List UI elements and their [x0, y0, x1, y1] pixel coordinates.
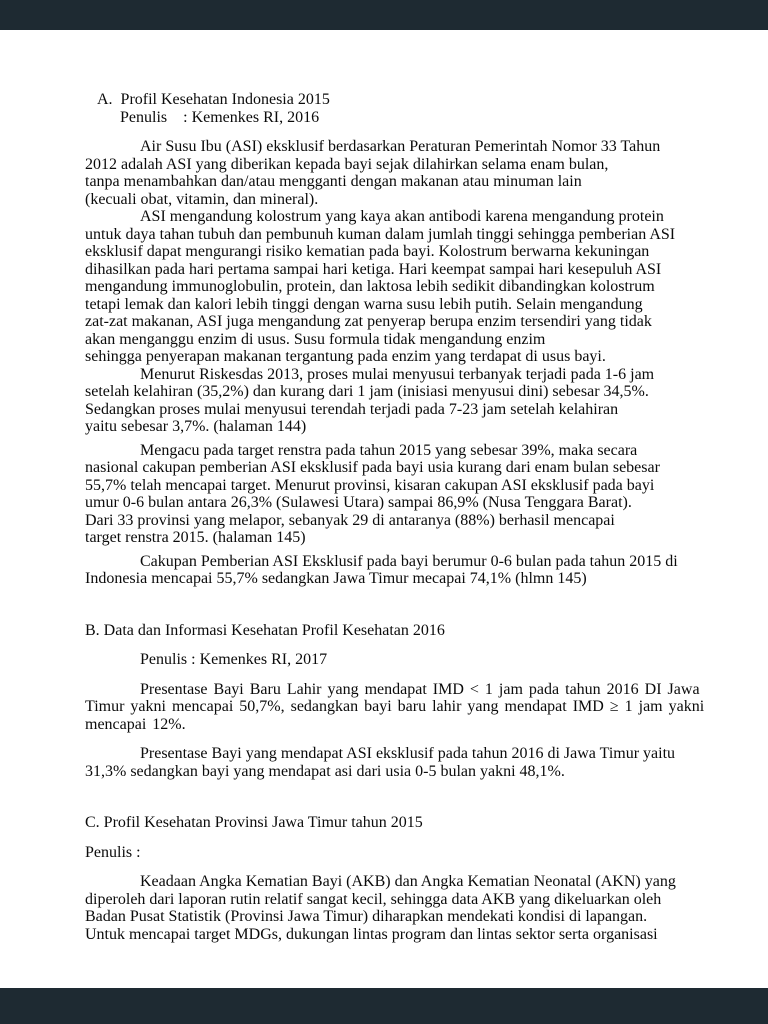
text-line: Dari 33 provinsi yang melapor, sebanyak 29 di antaranya (88%) berhasil mencapai — [85, 511, 615, 529]
text-line: Indonesia mencapai 55,7% sedangkan Jawa Timur mecapai 74,1% (hlmn 145) — [85, 570, 587, 587]
text-line: Untuk mencapai target MDGs, dukungan lintas program dan lintas sektor serta organisasi — [85, 925, 658, 943]
text-line: yaitu sebesar 3,7%. (halaman 144) — [85, 418, 307, 435]
text-line: Sedangkan proses mulai menyusui terendah terjadi pada 7-23 jam setelah kelahiran — [85, 400, 619, 418]
text-line: Presentase Bayi yang mendapat ASI eksklusif pada tahun 2016 di Jawa Timur yaitu — [140, 745, 676, 762]
text-line: zat-zat makanan, ASI juga mengandung zat penyerap berupa enzim tersendiri yang tidak — [85, 313, 652, 330]
text-line: target renstra 2015. (halaman 145) — [85, 529, 306, 546]
text-line: tetapi lemak dan kalori lebih tinggi dengan warna susu lebih putih. Selain mengandung — [85, 295, 643, 313]
text-line: eksklusif dapat mengurangi risiko kematian pada bayi. Kolostrum berwarna kekuningan — [85, 243, 650, 260]
text-line: Keadaan Angka Kematian Bayi (AKB) dan Angka Kematian Neonatal (AKN) yang — [140, 873, 676, 890]
paragraph — [85, 745, 745, 780]
text-line: A. Profil Kesehatan Indonesia 2015 — [97, 91, 330, 108]
text-line: Mengacu pada target renstra pada tahun 2015 yang sebesar 39%, maka secara — [140, 441, 638, 459]
text-line: Presentase Bayi Baru Lahir yang mendapat IMD < 1 jam pada tahun 2016 DI Jawa — [140, 680, 700, 698]
text-line: dihasilkan pada hari pertama sampai hari ketiga. Hari keempat sampai hari kesepuluh ASI — [85, 260, 662, 278]
text-line: diperoleh dari laporan rutin relatif sangat kecil, sehingga data AKB yang dikeluarkan oleh — [85, 890, 662, 908]
section-heading — [85, 622, 745, 640]
paragraph — [85, 442, 745, 547]
text-line: B. Data dan Informasi Kesehatan Profil Kesehatan 2016 — [85, 621, 445, 639]
section-heading — [85, 814, 745, 832]
text-line: nasional cakupan pemberian ASI eksklusif pada bayi usia kurang dari enam bulan sebesar — [85, 459, 660, 476]
text-line: akan menganggu enzim di usus. Susu formula tidak mengandung enzim — [85, 330, 546, 348]
bottom-letterbox-bar — [0, 988, 768, 1024]
document-page — [0, 30, 768, 988]
text-line: 31,3% sedangkan bayi yang mendapat asi dari usia 0-5 bulan yakni 48,1%. — [85, 762, 565, 780]
text-line: sehingga penyerapan makanan tergantung pada enzim yang terdapat di usus bayi. — [85, 348, 606, 365]
text-line: tanpa menambahkan dan/atau mengganti dengan makanan atau minuman lain — [85, 173, 582, 190]
paragraph — [85, 208, 745, 366]
text-line: untuk daya tahan tubuh dan pembunuh kuman dalam jumlah tinggi sehingga pemberian ASI — [85, 225, 676, 243]
text-line: setelah kelahiran (35,2%) dan kurang dari 1 jam (inisiasi menyusui dini) sebesar 34,5%. — [85, 383, 649, 400]
paragraph — [85, 138, 745, 208]
paragraph — [85, 873, 745, 943]
text-line: Penulis : — [85, 843, 141, 861]
text-line: Penulis : Kemenkes RI, 2016 — [120, 108, 320, 126]
author-line — [85, 651, 745, 669]
text-line: Penulis : Kemenkes RI, 2017 — [140, 651, 328, 668]
paragraph — [85, 681, 745, 734]
top-letterbox-bar — [0, 0, 768, 30]
paragraph — [85, 553, 745, 588]
text-line: 55,7% telah mencapai target. Menurut provinsi, kisaran cakupan ASI eksklusif pada bayi — [85, 476, 655, 494]
text-line: (kecuali obat, vitamin, dan mineral). — [85, 190, 319, 208]
doc-title — [85, 91, 745, 126]
text-line: C. Profil Kesehatan Provinsi Jawa Timur tahun 2015 — [85, 814, 423, 831]
text-line: Timur yakni mencapai 50,7%, sedangkan bayi baru lahir yang mendapat IMD ≥ 1 jam yakni — [85, 698, 705, 715]
text-line: ASI mengandung kolostrum yang kaya akan antibodi karena mengandung protein — [140, 208, 664, 225]
text-line: Menurut Riskesdas 2013, proses mulai menyusui terbanyak terjadi pada 1-6 jam — [140, 365, 655, 383]
text-line: Cakupan Pemberian ASI Eksklusif pada bayi berumur 0-6 bulan pada tahun 2015 di — [140, 552, 678, 570]
text-line: umur 0-6 bulan antara 26,3% (Sulawesi Utara) sampai 86,9% (Nusa Tenggara Barat). — [85, 494, 632, 511]
text-line: Air Susu Ibu (ASI) eksklusif berdasarkan Peraturan Pemerintah Nomor 33 Tahun — [140, 138, 661, 155]
text-line: mencapai 12%. — [85, 715, 186, 733]
text-line: Badan Pusat Statistik (Provinsi Jawa Timur) diharapkan mendekati kondisi di lapangan. — [85, 908, 648, 925]
paragraph — [85, 366, 745, 436]
text-line: mengandung immunoglobulin, protein, dan laktosa lebih sedikit dibandingkan kolostrum — [85, 278, 655, 295]
text-line: 2012 adalah ASI yang diberikan kepada bayi sejak dilahirkan selama enam bulan, — [85, 155, 609, 173]
document-content — [85, 91, 745, 943]
author-line — [85, 844, 745, 862]
